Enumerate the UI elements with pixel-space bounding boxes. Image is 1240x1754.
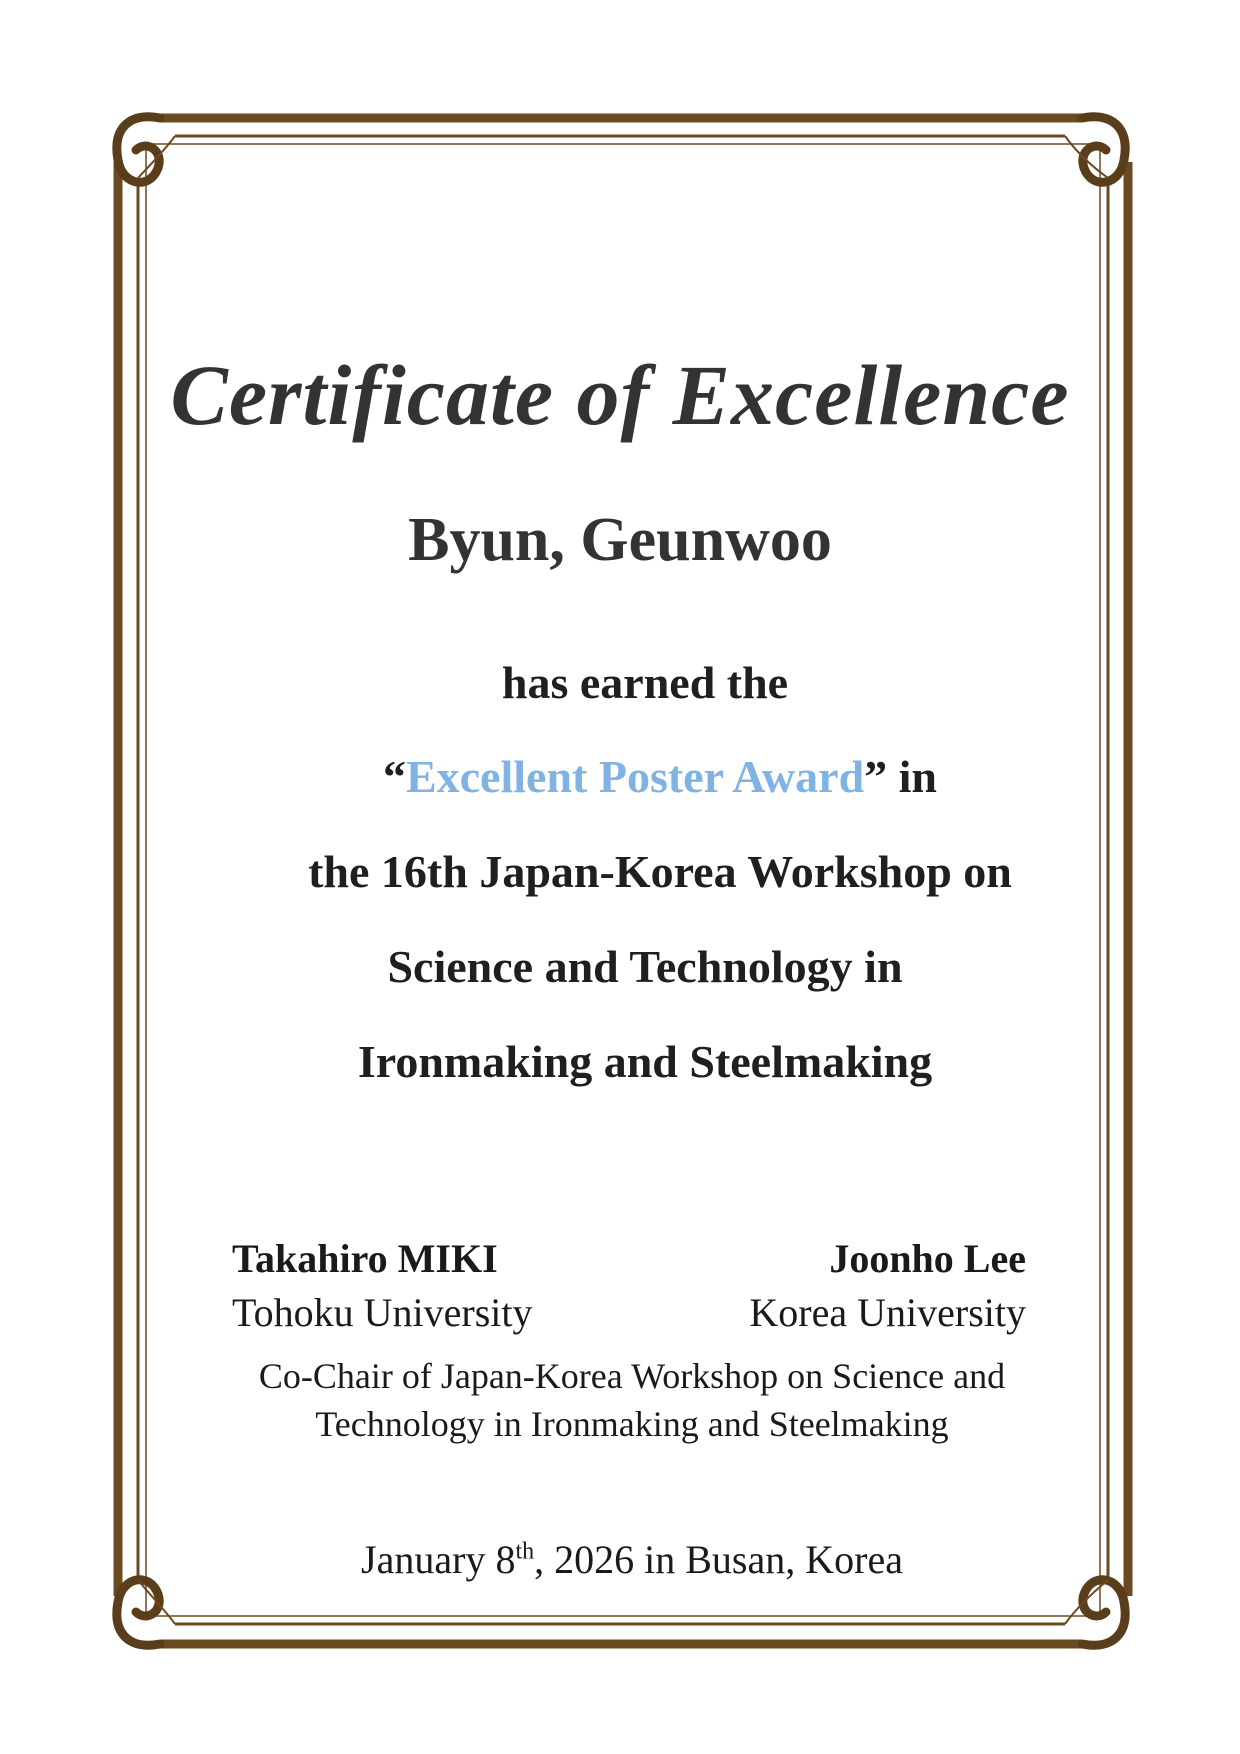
signer-left xyxy=(232,1232,533,1340)
recipient-name: Byun, Geunwoo xyxy=(408,506,832,574)
signer-name: Joonho Lee xyxy=(829,1236,1026,1281)
workshop-line-1: the 16th Japan-Korea Workshop on xyxy=(308,846,1012,897)
award-date xyxy=(12,1536,1240,1583)
corner-ornament-tl xyxy=(117,117,160,183)
date-suffix: , 2026 in Busan, Korea xyxy=(534,1537,903,1582)
corner-ornament-tr xyxy=(1082,117,1125,183)
award-name: Excellent Poster Award xyxy=(405,751,865,802)
signer-affiliation: Tohoku University xyxy=(232,1290,533,1335)
date-superscript: th xyxy=(515,1538,535,1565)
co-chair-line-2: Technology in Ironmaking and Steelmaking xyxy=(315,1404,949,1444)
workshop-line-2: Science and Technology in xyxy=(387,941,903,992)
co-chair-line-1: Co-Chair of Japan-Korea Workshop on Science and xyxy=(258,1356,1006,1396)
corner-ornament-br xyxy=(1082,1580,1125,1646)
signer-affiliation: Korea University xyxy=(749,1290,1026,1335)
earned-line: has earned the xyxy=(501,657,789,708)
corner-ornament-bl xyxy=(117,1580,160,1646)
workshop-line-3: Ironmaking and Steelmaking xyxy=(357,1036,933,1087)
date-prefix: January 8 xyxy=(361,1537,516,1582)
award-close: ” in xyxy=(864,751,938,802)
certificate-title: Certificate of Excellence xyxy=(170,347,1070,443)
award-line xyxy=(40,750,1240,803)
signer-name: Takahiro MIKI xyxy=(232,1236,498,1281)
co-chair-caption xyxy=(12,1352,1240,1448)
award-open-quote: “ xyxy=(382,751,406,802)
signer-right xyxy=(749,1232,1026,1340)
